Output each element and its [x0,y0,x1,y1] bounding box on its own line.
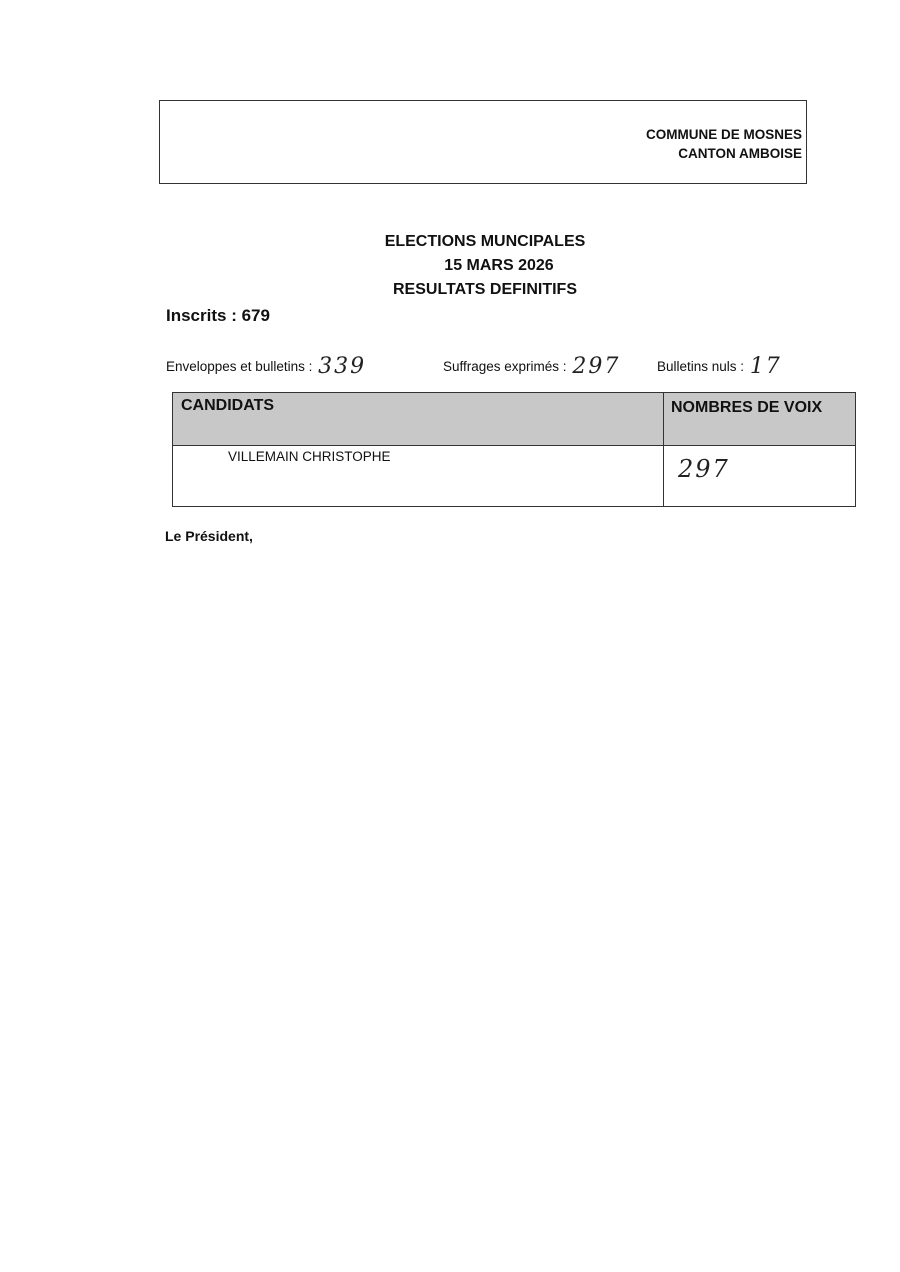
signature-president: Le Président, [165,528,253,544]
enveloppes-label: Enveloppes et bulletins : [166,359,313,374]
canton-name: CANTON AMBOISE [678,146,802,161]
title-line-3: RESULTATS DEFINITIFS [393,281,577,298]
candidate-votes: 297 [678,455,730,483]
inscrits-count: Inscrits : 679 [166,306,270,325]
header-voix: NOMBRES DE VOIX [671,399,823,416]
candidate-name: VILLEMAIN CHRISTOPHE [228,449,391,464]
stat-enveloppes [166,352,366,377]
title-block [360,230,610,302]
stat-suffrages [443,352,620,377]
header-box [159,100,807,184]
suffrages-label: Suffrages exprimés : [443,359,567,374]
title-line-1: ELECTIONS MUNCIPALES [384,233,586,250]
header-candidats: CANDIDATS [181,397,275,414]
results-table [172,392,856,507]
stat-nuls [657,352,782,377]
nuls-value: 17 [749,354,782,379]
suffrages-value: 297 [572,354,621,379]
nuls-label: Bulletins nuls : [657,359,745,374]
column-divider [663,393,664,506]
commune-name: COMMUNE DE MOSNES [645,127,802,142]
commune-block [646,125,802,163]
enveloppes-value: 339 [318,354,367,379]
title-date: 15 MARS 2026 [444,257,554,274]
